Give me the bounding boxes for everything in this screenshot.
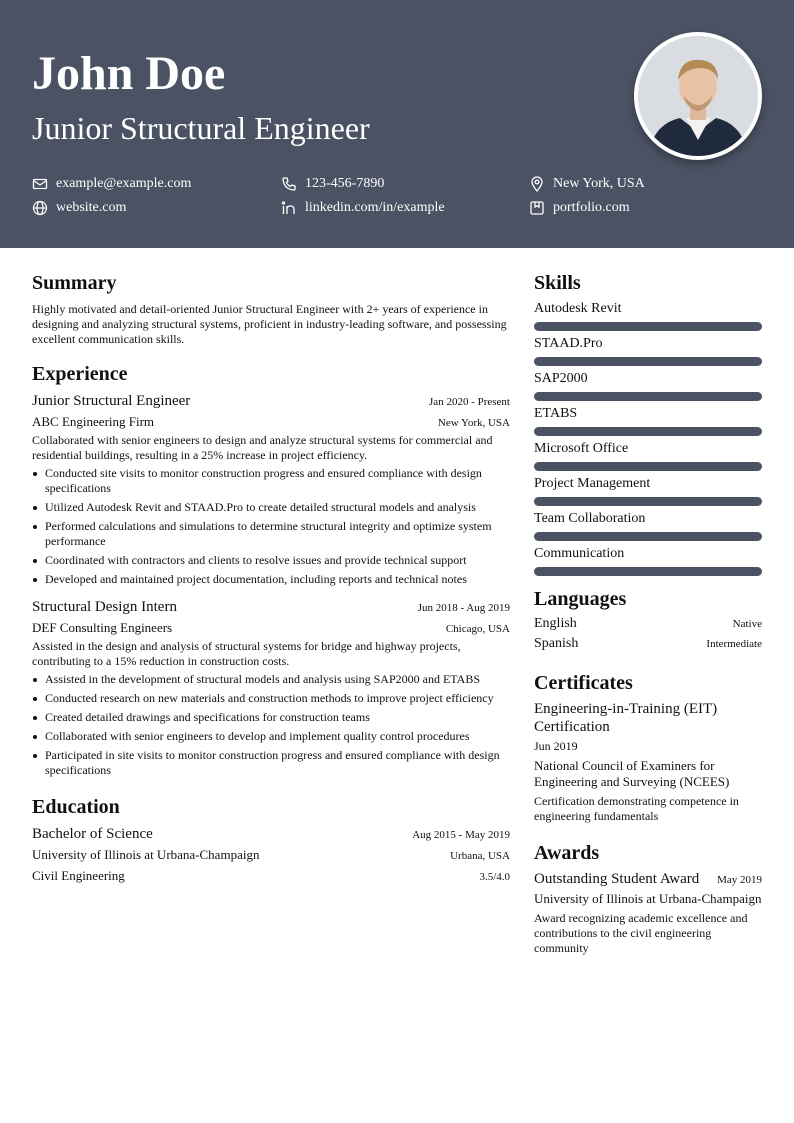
education-heading: Education xyxy=(32,796,120,818)
skill-name: Microsoft Office xyxy=(534,441,629,456)
summary-text: Highly motivated and detail-oriented Junior Structural Engineer with 2+ years of experience in designing and analyzing structural systems, proficient in industry-leading software, and possessing excellent communication skills. xyxy=(32,302,507,346)
experience-bullets xyxy=(32,672,510,778)
language-level: Intermediate xyxy=(706,638,762,650)
skill-item xyxy=(534,475,762,506)
bullet-item: Conducted site visits to monitor construction progress and ensured compliance with design specifications xyxy=(32,466,510,496)
skill-item xyxy=(534,510,762,541)
experience-description: Collaborated with senior engineers to design and analyze structural systems for commercial and residential buildings, resulting in a 25% increase in project efficiency. xyxy=(32,433,493,462)
skill-item xyxy=(534,440,762,471)
envelope-icon xyxy=(32,176,48,192)
bullet-item: Assisted in the development of structural models and analysis using SAP2000 and ETABS xyxy=(32,672,510,687)
bullet-item: Performed calculations and simulations to determine structural integrity and optimize system performance xyxy=(32,519,510,549)
experience-role: Junior Structural Engineer xyxy=(32,393,191,409)
certificate-description: Certification demonstrating competence in engineering fundamentals xyxy=(534,794,739,823)
education-degree: Bachelor of Science xyxy=(32,826,153,842)
bullet-item: Collaborated with senior engineers to develop and implement quality control procedures xyxy=(32,729,510,744)
experience-entry xyxy=(32,391,510,587)
skill-level-bar xyxy=(534,567,762,576)
job-title: Junior Structural Engineer xyxy=(32,110,370,146)
language-name: English xyxy=(534,616,577,631)
website-text: website.com xyxy=(56,200,127,215)
experience-entry xyxy=(32,597,510,778)
bullet-item: Created detailed drawings and specifications for construction teams xyxy=(32,710,510,725)
contact-location xyxy=(529,175,645,193)
awards-heading: Awards xyxy=(534,842,600,864)
contact-email[interactable] xyxy=(32,175,191,193)
experience-bullets xyxy=(32,466,510,587)
award-issuer: University of Illinois at Urbana-Champaign xyxy=(534,891,762,906)
phone-text: 123-456-7890 xyxy=(305,176,385,191)
resume-header xyxy=(0,0,794,248)
certificates-section xyxy=(534,670,762,824)
profile-photo-illustration xyxy=(638,36,758,156)
education-dates: Aug 2015 - May 2019 xyxy=(412,829,510,841)
language-level: Native xyxy=(732,618,762,630)
skill-name: Project Management xyxy=(534,476,651,491)
right-column xyxy=(534,270,762,956)
education-gpa: 3.5/4.0 xyxy=(479,871,510,883)
experience-section xyxy=(32,361,510,778)
contact-linkedin[interactable] xyxy=(281,199,445,217)
skills-section xyxy=(534,270,762,576)
languages-heading: Languages xyxy=(534,588,627,610)
linkedin-text: linkedin.com/in/example xyxy=(305,200,445,215)
skill-level-bar xyxy=(534,462,762,471)
skill-name: ETABS xyxy=(534,406,578,421)
bullet-item: Developed and maintained project documentation, including reports and technical notes xyxy=(32,572,510,587)
summary-section xyxy=(32,270,510,347)
contact-portfolio[interactable] xyxy=(529,199,630,217)
skill-name: Communication xyxy=(534,546,625,561)
certificate-title: Engineering-in-Training (EIT) Certification xyxy=(534,701,718,735)
skill-level-bar xyxy=(534,497,762,506)
language-item xyxy=(534,634,762,654)
candidate-name: John Doe xyxy=(32,47,226,100)
email-text: example@example.com xyxy=(56,176,192,191)
experience-location: New York, USA xyxy=(437,417,510,429)
skill-item xyxy=(534,545,762,576)
globe-icon xyxy=(32,200,48,216)
skill-level-bar xyxy=(534,392,762,401)
contact-website[interactable] xyxy=(32,199,126,217)
experience-description: Assisted in the design and analysis of structural systems for bridge and highway projects, contributing to a 15% reduction in construction costs. xyxy=(32,639,461,668)
map-pin-icon xyxy=(529,176,545,192)
awards-section xyxy=(534,840,762,956)
skill-name: SAP2000 xyxy=(534,371,588,386)
skill-level-bar xyxy=(534,532,762,541)
award-title: Outstanding Student Award xyxy=(534,871,700,887)
skill-name: STAAD.Pro xyxy=(534,336,603,351)
language-name: Spanish xyxy=(534,636,579,651)
language-item xyxy=(534,614,762,634)
education-school: University of Illinois at Urbana-Champaign xyxy=(32,847,260,862)
skill-name: Autodesk Revit xyxy=(534,301,622,316)
portfolio-text: portfolio.com xyxy=(553,200,630,215)
contact-phone[interactable] xyxy=(281,175,384,193)
portfolio-icon xyxy=(529,200,545,216)
experience-location: Chicago, USA xyxy=(445,623,510,635)
experience-heading: Experience xyxy=(32,363,128,385)
skill-item xyxy=(534,300,762,331)
experience-dates: Jun 2018 - Aug 2019 xyxy=(417,602,510,614)
experience-company: DEF Consulting Engineers xyxy=(32,620,173,635)
education-section xyxy=(32,794,510,887)
certificate-date: Jun 2019 xyxy=(534,739,578,753)
skill-item xyxy=(534,370,762,401)
bullet-item: Participated in site visits to monitor construction progress and ensured compliance with design specifications xyxy=(32,748,510,778)
skill-item xyxy=(534,335,762,366)
skill-level-bar xyxy=(534,427,762,436)
experience-company: ABC Engineering Firm xyxy=(32,414,155,429)
award-description: Award recognizing academic excellence and contributions to the civil engineering community xyxy=(534,911,748,955)
bullet-item: Conducted research on new materials and construction methods to improve project efficiency xyxy=(32,691,510,706)
linkedin-icon xyxy=(281,200,297,216)
experience-role: Structural Design Intern xyxy=(32,599,177,615)
award-date: May 2019 xyxy=(717,874,762,886)
experience-dates: Jan 2020 - Present xyxy=(429,396,510,408)
profile-photo xyxy=(634,32,762,160)
location-text: New York, USA xyxy=(553,176,645,191)
certificate-issuer: National Council of Examiners for Engineering and Surveying (NCEES) xyxy=(534,758,730,789)
education-field: Civil Engineering xyxy=(32,868,125,883)
left-column xyxy=(32,270,510,887)
bullet-item: Utilized Autodesk Revit and STAAD.Pro to create detailed structural models and analysis xyxy=(32,500,510,515)
skills-heading: Skills xyxy=(534,272,581,294)
bullet-item: Coordinated with contractors and clients to resolve issues and provide technical support xyxy=(32,553,510,568)
languages-section xyxy=(534,586,762,654)
skill-item xyxy=(534,405,762,436)
skill-level-bar xyxy=(534,357,762,366)
education-location: Urbana, USA xyxy=(450,850,510,862)
certificates-heading: Certificates xyxy=(534,672,633,694)
skill-level-bar xyxy=(534,322,762,331)
skill-name: Team Collaboration xyxy=(534,511,646,526)
phone-icon xyxy=(281,176,297,192)
summary-heading: Summary xyxy=(32,272,117,294)
